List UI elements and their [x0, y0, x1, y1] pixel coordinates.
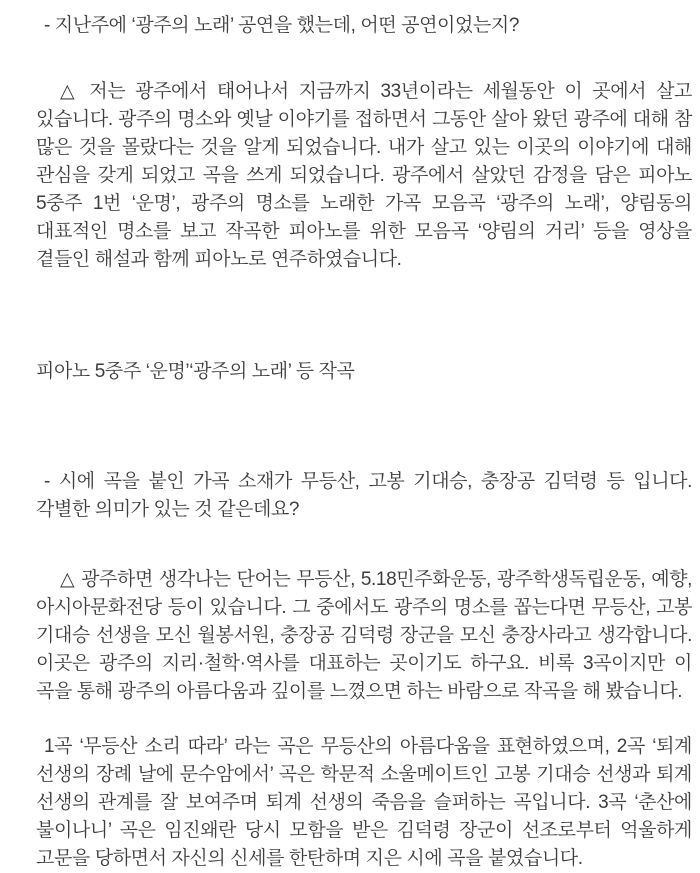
interview-question-2: - 시에 곡을 붙인 가곡 소재가 무등산, 고봉 기대승, 충장공 김덕령 등 입니다. 각별한 의미가 있는 것 같은데요?: [36, 471, 692, 520]
interview-question-1: - 지난주에 ‘광주의 노래’ 공연을 했는데, 어떤 공연이었는지?: [44, 15, 520, 36]
interview-answer-2-continued: 1곡 ‘무등산 소리 따라’ 라는 곡은 무등산의 아름다움을 표현하였으며, 2곡 ‘퇴계 선생의 장례 날에 문수암에서’ 곡은 학문적 소울메이트인 고봉 기대승 선생과 퇴계 선생의 관계를 잘 보여주며 퇴계 선생의 죽음을 슬퍼하는 곡입니다. 3곡 ‘춘산에 불이나니’ 곡은 임진왜란 당시 모함을 받은 김덕령 장군이 선조로부터 억울하게 고문을 당하면서 자신의 신세를 한탄하며 지은 시에 곡을 붙였습니다.: [36, 736, 692, 869]
interview-answer-2: △ 광주하면 생각나는 단어는 무등산, 5.18민주화운동, 광주학생독립운동, 예향, 아시아문화전당 등이 있습니다. 그 중에서도 광주의 명소를 꼽는다면 무등산, 고봉 기대승 선생을 모신 월봉서원, 충장공 김덕령 장군을 모신 충장사라고 생각합니다. 이곳은 광주의 지리·철학·역사를 대표하는 곳이기도 하구요. 비록 3곡이지만 이 곡을 통해 광주의 아름다움과 깊이를 느꼈으면 하는 바람으로 작곡을 해 봤습니다.: [36, 569, 692, 702]
interview-answer-1: △ 저는 광주에서 태어나서 지금까지 33년이라는 세월동안 이 곳에서 살고 있습니다. 광주의 명소와 옛날 이야기를 접하면서 그동안 살아 왔던 광주에 대해 참 많은 것을 몰랐다는 것을 알게 되었습니다. 내가 살고 있는 이곳의 이야기에 대해 관심을 갖게 되었고 곡을 쓰게 되었습니다. 광주에서 살았던 감정을 담은 피아노 5중주 1번 ‘운명’, 광주의 명소를 노래한 가곡 모음곡 ‘광주의 노래’, 양림동의 대표적인 명소를 보고 작곡한 피아노를 위한 모음곡 ‘양림의 거리’ 등을 영상을 곁들인 해설과 함께 피아노로 연주하였습니다.: [36, 81, 692, 270]
article-subheading: 피아노 5중주 ‘운명’‘광주의 노래’ 등 작곡: [36, 361, 355, 382]
